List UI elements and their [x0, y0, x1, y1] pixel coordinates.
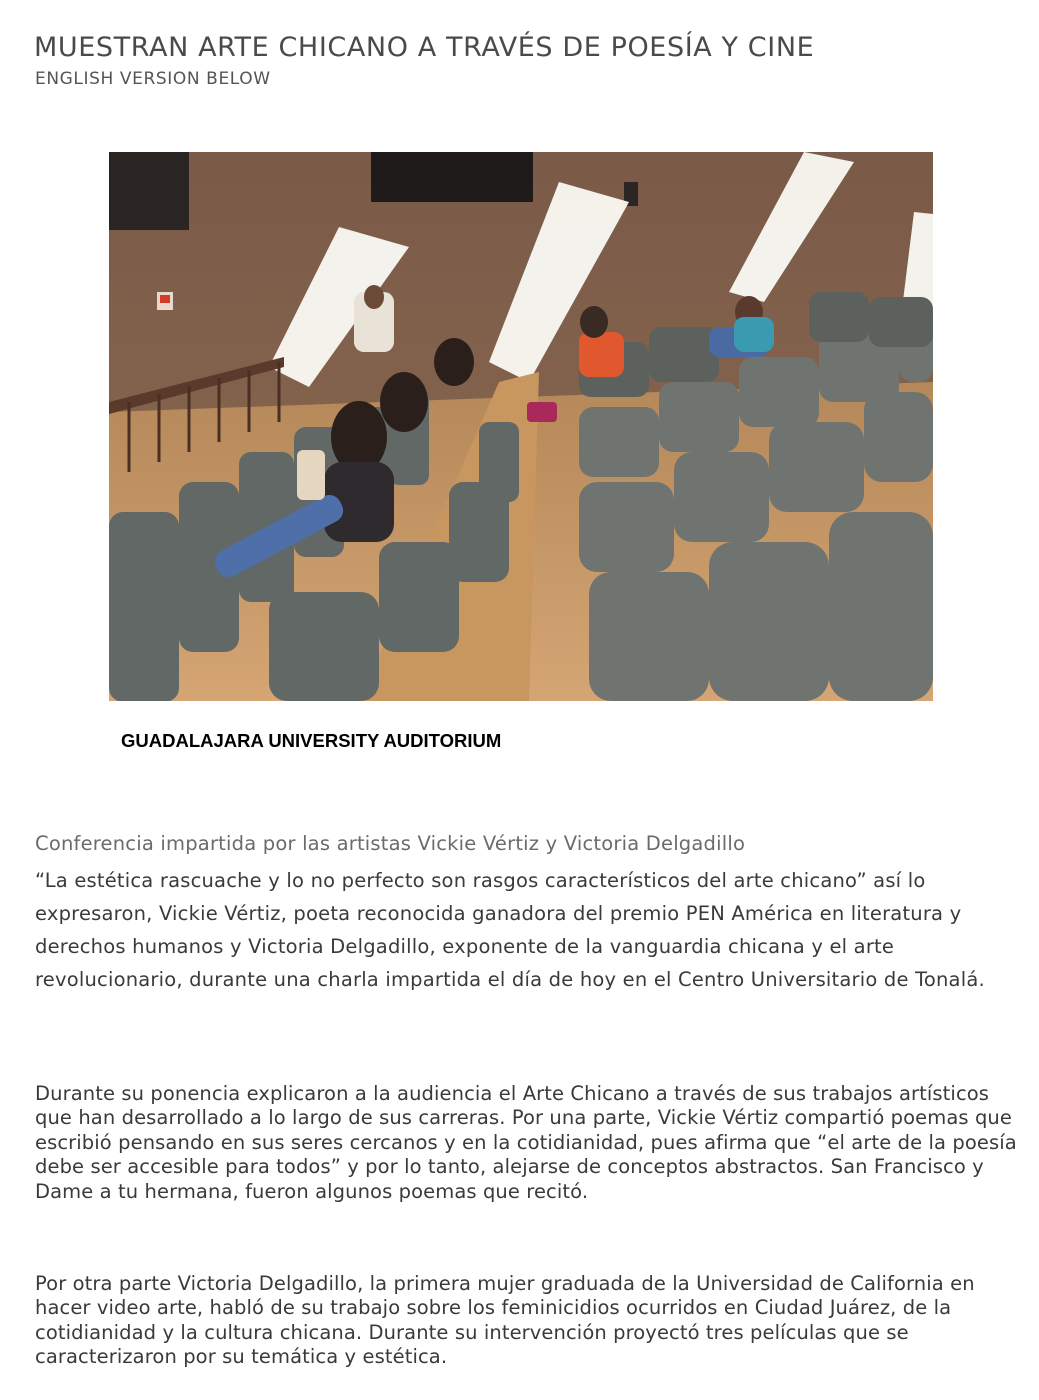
article-paragraph: Durante su ponencia explicaron a la audiencia el Arte Chicano a través de sus trabajos artísticos que han desarrollado a lo largo de sus carreras. Por una parte, Vickie Vértiz compartió poemas que escribió pensando en sus seres cercanos y en la cotidianidad, pues afirma que “el arte de la poesía debe ser accesible para todos” y por lo tanto, alejarse de conceptos abstractos. San Francisco y Dame a tu hermana, fueron algunos poemas que recitó.	[35, 1082, 1017, 1203]
article-paragraph: Por otra parte Victoria Delgadillo, la primera mujer graduada de la Universidad de California en hacer video arte, habló de su trabajo sobre los feminicidios ocurridos en Ciudad Juárez, de la cotidianidad y la cultura chicana. Durante su intervención proyectó tres películas que se caracterizaron por su temática y estética.	[35, 1272, 975, 1369]
photo-caption: GUADALAJARA UNIVERSITY AUDITORIUM	[121, 730, 502, 751]
article-paragraph: “La estética rascuache y lo no perfecto son rasgos característicos del arte chicano” así lo expresaron, Vickie Vértiz, poeta reconocida ganadora del premio PEN América en literatura y derechos humanos y Victoria Delgadillo, exponente de la vanguardia chicana y el arte revolucionario, durante una charla impartida el día de hoy en el Centro Universitario de Tonalá.	[35, 869, 985, 991]
article-lead-in: Conferencia impartida por las artistas Vickie Vértiz y Victoria Delgadillo	[35, 832, 746, 855]
auditorium-illustration	[109, 152, 933, 701]
auditorium-photo	[109, 152, 933, 701]
article-title: MUESTRAN ARTE CHICANO A TRAVÉS DE POESÍA Y CINE	[34, 32, 815, 63]
english-version-note: ENGLISH VERSION BELOW	[35, 69, 271, 89]
